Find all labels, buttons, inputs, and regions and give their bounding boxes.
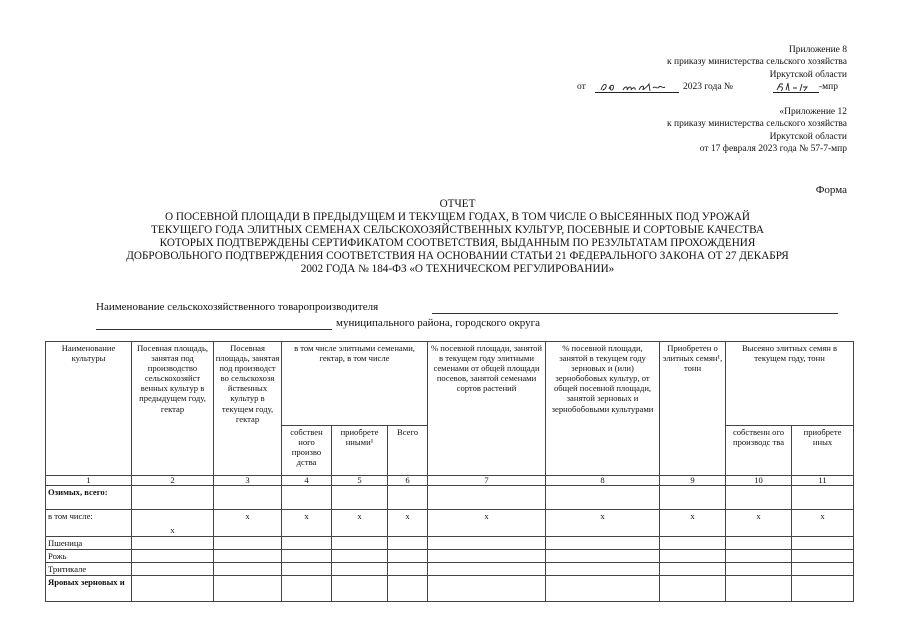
appendix-previous-line3: Иркутской области bbox=[769, 131, 847, 142]
table-cell[interactable] bbox=[726, 537, 792, 550]
district-name-field[interactable] bbox=[96, 329, 332, 330]
header-bought2: приобрете нных bbox=[792, 426, 854, 476]
table-row-winter-total bbox=[46, 486, 854, 510]
table-cell[interactable] bbox=[428, 576, 546, 602]
title-line-2: ТЕКУЩЕГО ГОДА ЭЛИТНЫХ СЕМЕНАХ СЕЛЬСКОХОЗЯЙСТВЕННЫХ КУЛЬТУР, ПОСЕВНЫЕ И СОРТОВЫЕ КАЧЕСТВА bbox=[151, 224, 764, 237]
report-title bbox=[60, 198, 855, 277]
appendix-current-line3: Иркутской области bbox=[769, 69, 847, 80]
table-cell[interactable] bbox=[428, 563, 546, 576]
title-line-0: ОТЧЕТ bbox=[439, 198, 476, 210]
row-label-including: в том числе: bbox=[46, 510, 132, 537]
table-cell[interactable] bbox=[214, 537, 282, 550]
appendix-current-line2: к приказу министерства сельского хозяйства bbox=[667, 57, 847, 68]
table-cell[interactable] bbox=[388, 550, 428, 563]
col-num: 4 bbox=[282, 476, 332, 486]
cell-x: х bbox=[132, 510, 214, 537]
appendix-previous bbox=[667, 106, 847, 155]
appendix-previous-line1: «Приложение 12 bbox=[779, 107, 847, 117]
header-own: собствен ного произво дства bbox=[282, 426, 332, 476]
appendix-current bbox=[577, 44, 847, 94]
producer-label: Наименование сельскохозяйственного товаропроизводителя bbox=[96, 301, 379, 313]
handwritten-order-number bbox=[773, 81, 819, 93]
table-cell[interactable] bbox=[660, 550, 726, 563]
handwritten-date-strokes bbox=[595, 81, 679, 93]
cell-x: х bbox=[388, 510, 428, 537]
table-cell[interactable] bbox=[214, 576, 282, 602]
table-cell[interactable] bbox=[388, 576, 428, 602]
header-bought: приобрете нными¹ bbox=[332, 426, 388, 476]
order-date-line bbox=[577, 81, 847, 94]
col-num: 6 bbox=[388, 476, 428, 486]
header-pct-grain: % посевной площади, занятой в текущем году зерновых и (или) зернобобовых культур, от общей посевной площади, занятой зерновых и зернобобовыми культурами bbox=[546, 342, 660, 476]
table-cell[interactable] bbox=[332, 576, 388, 602]
table-cell[interactable] bbox=[428, 486, 546, 510]
table-cell[interactable] bbox=[660, 537, 726, 550]
producer-block bbox=[96, 301, 856, 333]
table-cell[interactable] bbox=[726, 563, 792, 576]
col-num: 3 bbox=[214, 476, 282, 486]
header-sown-group: Высеяно элитных семян в текущем году, тонн bbox=[726, 342, 854, 426]
table-cell[interactable] bbox=[282, 486, 332, 510]
header-pct-elite: % посевной площади, занятой в текущем году элитными семенами от общей площади посевов, занятой семенами сортов растений bbox=[428, 342, 546, 476]
table-cell[interactable] bbox=[282, 576, 332, 602]
table-cell[interactable] bbox=[726, 486, 792, 510]
table-row-including bbox=[46, 510, 854, 537]
table-cell[interactable] bbox=[132, 537, 214, 550]
table-cell[interactable] bbox=[332, 537, 388, 550]
cell-x: х bbox=[726, 510, 792, 537]
table-cell[interactable] bbox=[660, 563, 726, 576]
col-num: 10 bbox=[726, 476, 792, 486]
producer-name-field[interactable] bbox=[432, 313, 838, 314]
row-label-winter-total: Озимых, всего: bbox=[46, 486, 132, 510]
table-cell[interactable] bbox=[282, 563, 332, 576]
order-year-text: 2023 года № bbox=[683, 81, 734, 92]
table-cell[interactable] bbox=[546, 537, 660, 550]
table-cell[interactable] bbox=[388, 537, 428, 550]
appendix-previous-line2: к приказу министерства сельского хозяйства bbox=[667, 119, 847, 130]
form-label: Форма bbox=[815, 184, 847, 196]
table-row-spring bbox=[46, 576, 854, 602]
table-cell[interactable] bbox=[428, 550, 546, 563]
table-cell[interactable] bbox=[660, 486, 726, 510]
header-area-curr: Посевная площадь, занятая под производст во сельскохозя йственных культур в текущем году, гектар bbox=[214, 342, 282, 476]
col-num: 9 bbox=[660, 476, 726, 486]
table-cell[interactable] bbox=[726, 550, 792, 563]
col-num: 7 bbox=[428, 476, 546, 486]
table-cell[interactable] bbox=[282, 537, 332, 550]
district-label: муниципального района, городского округа bbox=[336, 317, 541, 329]
table-cell[interactable] bbox=[332, 563, 388, 576]
col-num: 8 bbox=[546, 476, 660, 486]
handwritten-date bbox=[595, 81, 679, 93]
table-cell[interactable] bbox=[546, 563, 660, 576]
table-row-triticale bbox=[46, 563, 854, 576]
appendix-current-line1: Приложение 8 bbox=[788, 45, 847, 55]
table-cell[interactable] bbox=[132, 563, 214, 576]
table-cell[interactable] bbox=[546, 550, 660, 563]
header-total: Всего bbox=[388, 426, 428, 476]
table-cell[interactable] bbox=[132, 576, 214, 602]
table-cell[interactable] bbox=[282, 550, 332, 563]
table-row-rye bbox=[46, 550, 854, 563]
col-num: 5 bbox=[332, 476, 388, 486]
table-cell[interactable] bbox=[332, 486, 388, 510]
row-label-spring: Яровых зерновых и bbox=[46, 576, 132, 602]
table-cell[interactable] bbox=[546, 576, 660, 602]
header-area-prev: Посевная площадь, занятая под производство сельскохозяйст венных культур в предыдущем году, гектар bbox=[132, 342, 214, 476]
cell-x: х bbox=[214, 510, 282, 537]
table-cell[interactable] bbox=[792, 550, 854, 563]
table-cell[interactable] bbox=[214, 486, 282, 510]
header-purchased: Приобретен о элитных семян¹, тонн bbox=[660, 342, 726, 476]
title-line-5: 2002 ГОДА № 184-ФЗ «О ТЕХНИЧЕСКОМ РЕГУЛИРОВАНИИ» bbox=[300, 263, 615, 276]
row-label-triticale: Тритикале bbox=[46, 563, 132, 576]
appendix-previous-line4: от 17 февраля 2023 года № 57-7-мпр bbox=[699, 143, 847, 154]
column-number-row bbox=[46, 476, 854, 486]
table-cell[interactable] bbox=[792, 537, 854, 550]
title-line-3: КОТОРЫХ ПОДТВЕРЖДЕНЫ СЕРТИФИКАТОМ СООТВЕТСТВИЯ, ВЫДАННЫМ ПО РЕЗУЛЬТАТАМ ПРОХОЖДЕНИЯ bbox=[159, 237, 756, 250]
cell-x: х bbox=[282, 510, 332, 537]
cell-x: х bbox=[546, 510, 660, 537]
handwritten-number-strokes bbox=[773, 81, 819, 93]
cell-x: х bbox=[660, 510, 726, 537]
table-cell[interactable] bbox=[332, 550, 388, 563]
col-num: 11 bbox=[792, 476, 854, 486]
table-cell[interactable] bbox=[792, 576, 854, 602]
col-num: 1 bbox=[46, 476, 132, 486]
table-cell[interactable] bbox=[546, 486, 660, 510]
order-prefix: от bbox=[577, 81, 586, 92]
table-header-row-1 bbox=[46, 342, 854, 426]
cell-x: х bbox=[332, 510, 388, 537]
col-num: 2 bbox=[132, 476, 214, 486]
order-suffix: -мпр bbox=[819, 81, 839, 92]
row-label-rye: Рожь bbox=[46, 550, 132, 563]
table-cell[interactable] bbox=[388, 486, 428, 510]
title-line-1: О ПОСЕВНОЙ ПЛОЩАДИ В ПРЕДЫДУЩЕМ И ТЕКУЩЕМ ГОДАХ, В ТОМ ЧИСЛЕ О ВЫСЕЯННЫХ ПОД УРОЖАЙ bbox=[164, 211, 751, 224]
table-cell[interactable] bbox=[726, 576, 792, 602]
header-own2: собственн ого производс тва bbox=[726, 426, 792, 476]
table-row-wheat bbox=[46, 537, 854, 550]
cell-x: х bbox=[428, 510, 546, 537]
header-crop: Наименование культуры bbox=[46, 342, 132, 476]
table-cell[interactable] bbox=[428, 537, 546, 550]
table-cell[interactable] bbox=[132, 550, 214, 563]
cell-x: х bbox=[792, 510, 854, 537]
report-table bbox=[45, 341, 854, 602]
table-cell[interactable] bbox=[388, 563, 428, 576]
title-line-4: ДОБРОВОЛЬНОГО ПОДТВЕРЖДЕНИЯ СООТВЕТСТВИЯ НА ОСНОВАНИИ СТАТЬИ 21 ФЕДЕРАЛЬНОГО ЗАКОНА ОТ 27 ДЕКАБРЯ bbox=[126, 250, 789, 263]
table-cell[interactable] bbox=[660, 576, 726, 602]
row-label-wheat: Пшеница bbox=[46, 537, 132, 550]
table-cell[interactable] bbox=[214, 550, 282, 563]
table-cell[interactable] bbox=[792, 486, 854, 510]
header-elite-group: в том числе элитными семенами, гектар, в том числе bbox=[282, 342, 428, 426]
table-cell[interactable] bbox=[792, 563, 854, 576]
table-cell[interactable] bbox=[214, 563, 282, 576]
table-cell[interactable] bbox=[132, 486, 214, 510]
